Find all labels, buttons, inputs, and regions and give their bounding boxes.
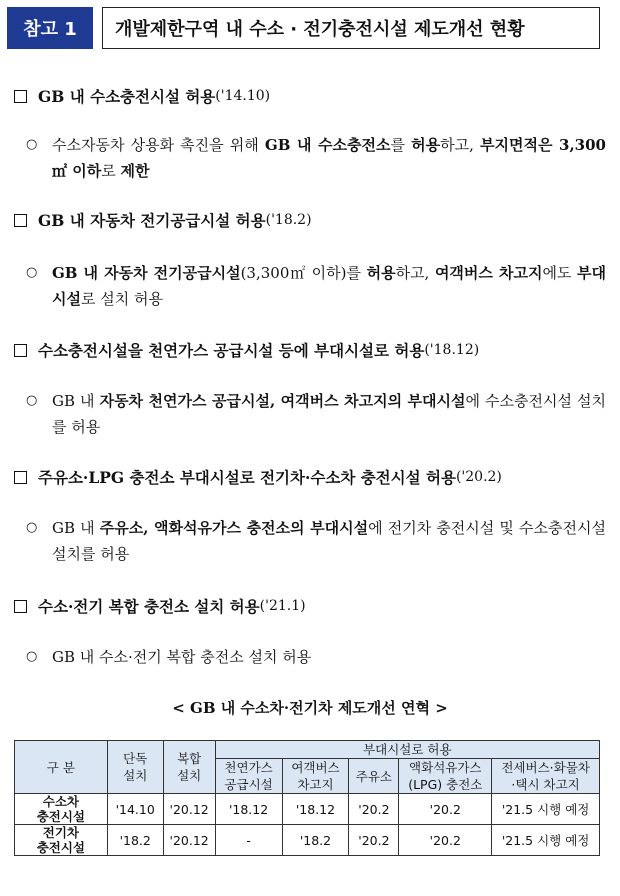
- bullet-text: [52, 644, 606, 670]
- section-bullet: [26, 644, 606, 670]
- header-aux-col: 전세버스·화물차 ·택시 차고지: [492, 759, 600, 794]
- bullet-fragment: GB 내 수소·전기 복합 충전소 설치 허용: [52, 648, 312, 666]
- table-cell: '20.2: [399, 794, 492, 825]
- header-single: 단독 설치: [107, 741, 163, 794]
- section-heading: [14, 338, 479, 362]
- section-heading-text: 수소충전시설을 천연가스 공급시설 등에 부대시설로 허용: [38, 341, 425, 360]
- table-cell: '20.12: [163, 794, 215, 825]
- checkbox-icon: [14, 344, 27, 357]
- table-cell: '18.12: [215, 794, 282, 825]
- bullet-text: [52, 132, 606, 184]
- section-heading-text: 주유소·LPG 충전소 부대시설로 전기차·수소차 충전시설 허용: [38, 468, 456, 487]
- header-category: 구 분: [15, 741, 108, 794]
- table-cell: '21.5 시행 예정: [492, 794, 600, 825]
- bullet-text: [52, 260, 606, 312]
- section-heading: [14, 84, 270, 108]
- table-cell: '20.2: [349, 794, 399, 825]
- section-bullet: [26, 515, 606, 567]
- section-bullet: [26, 260, 606, 312]
- bullet-fragment: 로 설치 허용: [80, 290, 163, 308]
- section-heading: [14, 465, 502, 489]
- header-aux-group: 부대시설로 허용: [215, 741, 599, 759]
- header: [7, 7, 600, 49]
- bullet-fragment: 에도: [542, 264, 578, 282]
- circle-bullet-icon: ○: [26, 265, 38, 280]
- bullet-emphasis: 부대시설: [52, 264, 607, 308]
- table-cell: '20.2: [399, 825, 492, 856]
- table-cell: '20.12: [163, 825, 215, 856]
- circle-bullet-icon: ○: [26, 520, 38, 535]
- table-cell: '14.10: [107, 794, 163, 825]
- table-caption: < GB 내 수소차·전기차 제도개선 연혁 >: [172, 699, 448, 717]
- section-heading-text: GB 내 자동차 전기공급시설 허용: [38, 211, 266, 230]
- section-bullet: [26, 132, 606, 184]
- bullet-emphasis: 부지면적은 3,300㎡ 이하: [52, 136, 606, 180]
- header-aux-col: 주유소: [349, 759, 399, 794]
- bullet-fragment: 하고,: [440, 136, 480, 154]
- bullet-emphasis: 허용: [411, 136, 441, 154]
- circle-bullet-icon: ○: [26, 393, 38, 408]
- checkbox-icon: [14, 214, 27, 227]
- row-header: 전기차 충전시설: [15, 825, 108, 856]
- section-year: ('18.12): [424, 342, 480, 358]
- bullet-fragment: GB 내: [52, 392, 100, 410]
- header-aux-col: 여객버스 차고지: [282, 759, 349, 794]
- section-heading: [14, 594, 306, 618]
- header-combined: 복합 설치: [163, 741, 215, 794]
- table-cell: '20.2: [349, 825, 399, 856]
- section-heading-text: GB 내 수소충전시설 허용: [38, 87, 216, 106]
- bullet-emphasis: 여객버스 차고지: [434, 264, 543, 282]
- bullet-fragment: 를: [390, 136, 412, 154]
- section-heading-text: 수소·전기 복합 충전소 설치 허용: [38, 597, 260, 616]
- circle-bullet-icon: ○: [26, 137, 38, 152]
- bullet-fragment: 하고,: [395, 264, 435, 282]
- bullet-text: [52, 515, 606, 567]
- circle-bullet-icon: ○: [26, 649, 38, 664]
- bullet-emphasis: 자동차 천연가스 공급시설, 여객버스 차고지의 부대시설: [99, 392, 466, 410]
- bullet-emphasis: 허용: [366, 264, 396, 282]
- bullet-emphasis: 제한: [120, 162, 150, 180]
- bullet-fragment: 에 수소충전시설 설치를 허용: [52, 392, 606, 436]
- bullet-fragment: 에 전기차 충전시설 및 수소충전시설 설치를 허용: [52, 519, 606, 563]
- bullet-emphasis: GB 내 수소충전소: [264, 136, 391, 154]
- section-year: ('14.10): [215, 88, 271, 104]
- row-header: 수소차 충전시설: [15, 794, 108, 825]
- section-year: ('20.2): [455, 469, 502, 485]
- reference-tag: 참고 1: [7, 7, 93, 49]
- table-cell: -: [215, 825, 282, 856]
- table-cell: '18.12: [282, 794, 349, 825]
- section-bullet: [26, 388, 606, 440]
- table-row: [15, 794, 600, 825]
- bullet-emphasis: 주유소, 액화석유가스 충전소의 부대시설: [99, 519, 369, 537]
- bullet-text: [52, 388, 606, 440]
- section-year: ('21.1): [259, 598, 306, 614]
- table-row: [15, 825, 600, 856]
- bullet-fragment: (3,300㎡ 이하)를: [240, 264, 367, 282]
- header-aux-col: 액화석유가스 (LPG) 충전소: [399, 759, 492, 794]
- section-heading: [14, 208, 312, 232]
- page-title: 개발제한구역 내 수소 · 전기충전시설 제도개선 현황: [102, 7, 600, 49]
- bullet-fragment: GB 내: [52, 519, 100, 537]
- checkbox-icon: [14, 600, 27, 613]
- bullet-emphasis: GB 내 자동차 전기공급시설: [52, 264, 241, 282]
- header-aux-col: 천연가스 공급시설: [215, 759, 282, 794]
- bullet-fragment: 로: [101, 162, 121, 180]
- table-cell: '18.2: [282, 825, 349, 856]
- table-cell: '18.2: [107, 825, 163, 856]
- section-year: ('18.2): [265, 212, 312, 228]
- bullet-fragment: 수소자동차 상용화 촉진을 위해: [52, 136, 265, 154]
- history-table: [14, 740, 600, 856]
- table-cell: '21.5 시행 예정: [492, 825, 600, 856]
- checkbox-icon: [14, 90, 27, 103]
- checkbox-icon: [14, 471, 27, 484]
